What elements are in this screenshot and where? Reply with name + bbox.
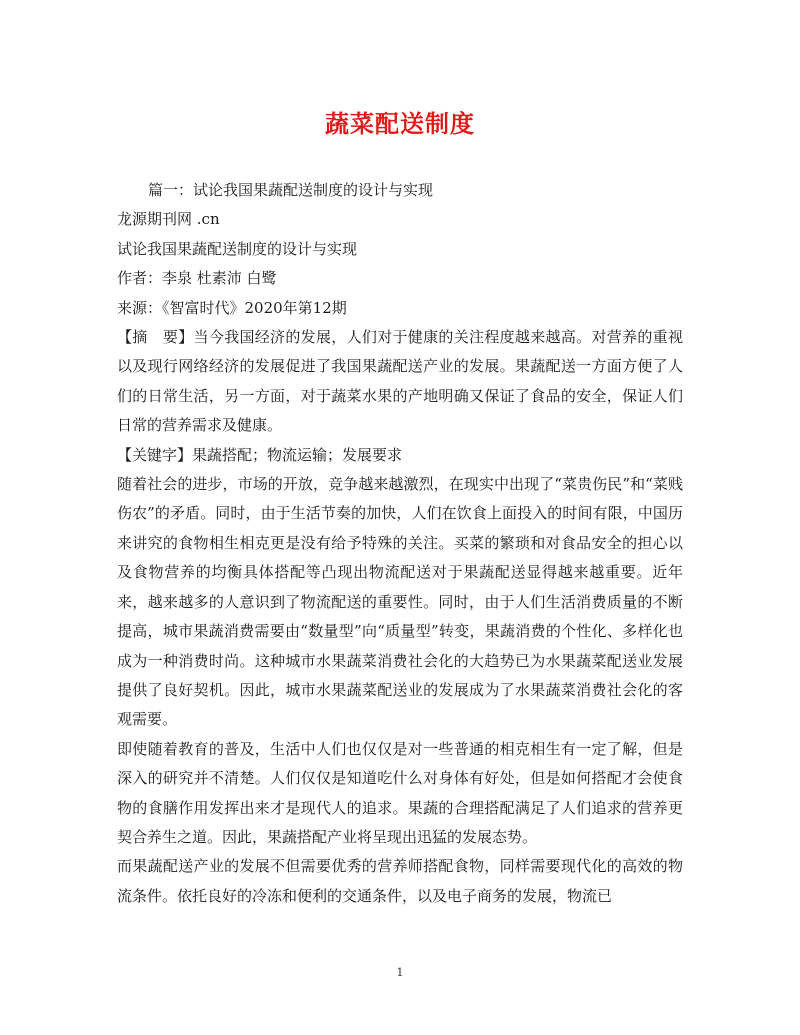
page-number: 1 [396, 966, 404, 979]
article-title: 试论我国果蔬配送制度的设计与实现 [117, 239, 358, 258]
page-title: 蔬菜配送制度 [325, 109, 475, 138]
body-paragraph-3: 而果蔬配送产业的发展不但需要优秀的营养师搭配食物，同样需要现代化的高效的物流条件。依托良好的冷冻和便利的交通条件，以及电子商务的发展，物流已 [117, 857, 683, 905]
document-body [117, 176, 683, 911]
author-line: 作者：李泉 杜素沛 白鹭 [117, 269, 277, 288]
source-line: 来源：《智富时代》2020年第12期 [117, 298, 347, 317]
keywords-line: 【关键字】果蔬搭配；物流运输；发展要求 [117, 445, 403, 464]
body-paragraph-1: 随着社会的进步，市场的开放，竞争越来越激烈，在现实中出现了“菜贵伤民”和“菜贱伤农”的矛盾。同时，由于生活节奏的加快，人们在饮食上面投入的时间有限，中国历来讲究的食物相生相克更是没有给予特殊的关注。买菜的繁琐和对食品安全的担心以及食物营养的均衡具体搭配等凸现出物流配送对于果蔬配送显得越来越重要。近年来，越来越多的人意识到了物流配送的重要性。同时，由于人们生活消费质量的不断提高，城市果蔬消费需要由“数量型”向“质量型”转变，果蔬消费的个性化、多样化也成为一种消费时尚。这种城市水果蔬菜消费社会化的大趋势已为水果蔬菜配送业发展提供了良好契机。因此，城市水果蔬菜配送业的发展成为了水果蔬菜消费社会化的客观需要。 [117, 475, 683, 729]
article-heading: 篇一：试论我国果蔬配送制度的设计与实现 [148, 181, 434, 199]
source-site: 龙源期刊网 .cn [117, 210, 220, 229]
abstract-paragraph: 【摘 要】当今我国经济的发展，人们对于健康的关注程度越来越高。对营养的重视以及现行网络经济的发展促进了我国果蔬配送产业的发展。果蔬配送一方面方便了人们的日常生活，另一方面，对于蔬菜水果的产地明确又保证了食品的安全，保证人们日常的营养需求及健康。 [117, 328, 683, 435]
body-paragraph-2: 即使随着教育的普及，生活中人们也仅仅是对一些普通的相克相生有一定了解，但是深入的研究并不清楚。人们仅仅是知道吃什么对身体有好处，但是如何搭配才会使食物的食膳作用发挥出来才是现代人的追求。果蔬的合理搭配满足了人们追求的营养更契合养生之道。因此，果蔬搭配产业将呈现出迅猛的发展态势。 [117, 739, 683, 846]
